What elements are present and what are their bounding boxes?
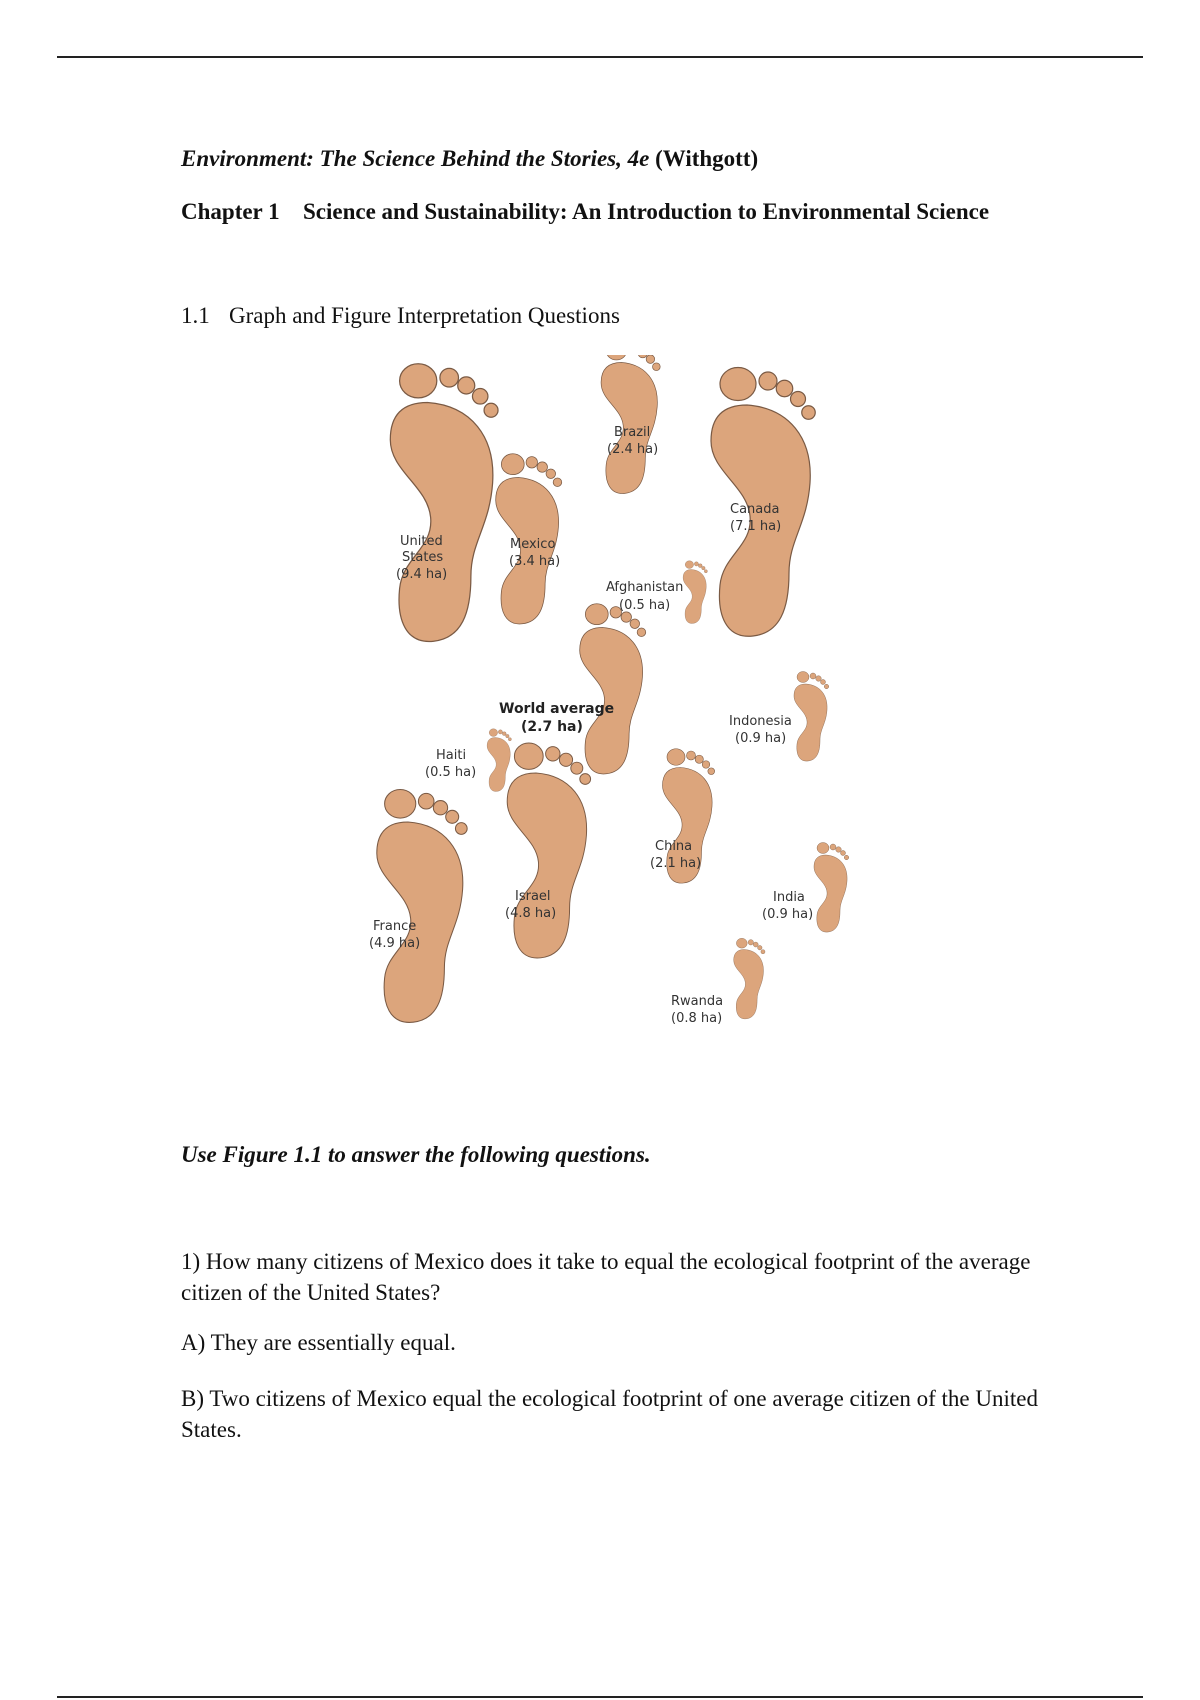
bottom-rule <box>57 1696 1143 1698</box>
india-value: (0.9 ha) <box>762 907 814 922</box>
figure-instruction: Use Figure 1.1 to answer the following questions. <box>181 1142 651 1167</box>
mexico-value: (3.4 ha) <box>509 554 561 569</box>
indonesia-value: (0.9 ha) <box>735 731 787 746</box>
china-value: (2.1 ha) <box>650 856 702 871</box>
world-average-footprint <box>580 604 646 774</box>
haiti-footprint <box>487 729 511 792</box>
brazil-label: Brazil <box>614 425 651 440</box>
brazil-value: (2.4 ha) <box>607 442 659 457</box>
section-title: Graph and Figure Interpretation Questions <box>229 303 620 328</box>
top-rule <box>57 56 1143 58</box>
afghanistan-value: (0.5 ha) <box>619 598 671 613</box>
haiti-label: Haiti <box>436 748 467 763</box>
question-1-text: 1) How many citizens of Mexico does it take to equal the ecological footprint of the average citizen of the United States? <box>181 1249 1031 1305</box>
israel-label: Israel <box>515 889 551 904</box>
india-footprint <box>814 843 849 933</box>
chapter-heading <box>181 199 1051 225</box>
india-label: India <box>773 890 805 905</box>
indonesia-label: Indonesia <box>729 714 792 729</box>
rwanda-label: Rwanda <box>671 994 724 1009</box>
indonesia-footprint <box>794 672 829 762</box>
section-number: 1.1 <box>181 303 210 328</box>
rwanda-footprint <box>734 938 765 1019</box>
book-title <box>181 146 1051 172</box>
chapter-number: Chapter 1 <box>181 199 280 224</box>
israel-value: (4.8 ha) <box>505 906 557 921</box>
afghanistan-footprint <box>683 561 707 624</box>
france-label: France <box>373 919 417 934</box>
france-footprint <box>377 790 467 1023</box>
canada-label: Canada <box>730 502 780 517</box>
section-heading <box>181 303 1051 329</box>
footprint-figure-svg <box>365 355 865 1060</box>
afghanistan-label: Afghanistan <box>606 580 684 595</box>
world-average-label: World average <box>499 701 615 717</box>
book-title-italic: Environment: The Science Behind the Stories, 4e <box>181 146 650 171</box>
us-label-1: United <box>400 534 443 549</box>
mexico-label: Mexico <box>510 537 556 552</box>
world-average-value: (2.7 ha) <box>521 719 583 735</box>
us-value: (9.4 ha) <box>396 567 448 582</box>
china-label: China <box>655 839 693 854</box>
canada-value: (7.1 ha) <box>730 519 782 534</box>
footprint-figure <box>365 355 865 1060</box>
france-value: (4.9 ha) <box>369 936 421 951</box>
question-1-option-b: B) Two citizens of Mexico equal the ecological footprint of one average citizen of the United States. <box>181 1386 1038 1442</box>
israel-footprint <box>507 743 590 958</box>
book-author: (Withgott) <box>649 146 759 171</box>
question-1-option-a: A) They are essentially equal. <box>181 1330 456 1355</box>
us-label-2: States <box>402 550 444 565</box>
chapter-title: Science and Sustainability: An Introduction to Environmental Science <box>303 199 990 224</box>
haiti-value: (0.5 ha) <box>425 765 477 780</box>
rwanda-value: (0.8 ha) <box>671 1011 723 1026</box>
us-footprint <box>390 364 498 642</box>
